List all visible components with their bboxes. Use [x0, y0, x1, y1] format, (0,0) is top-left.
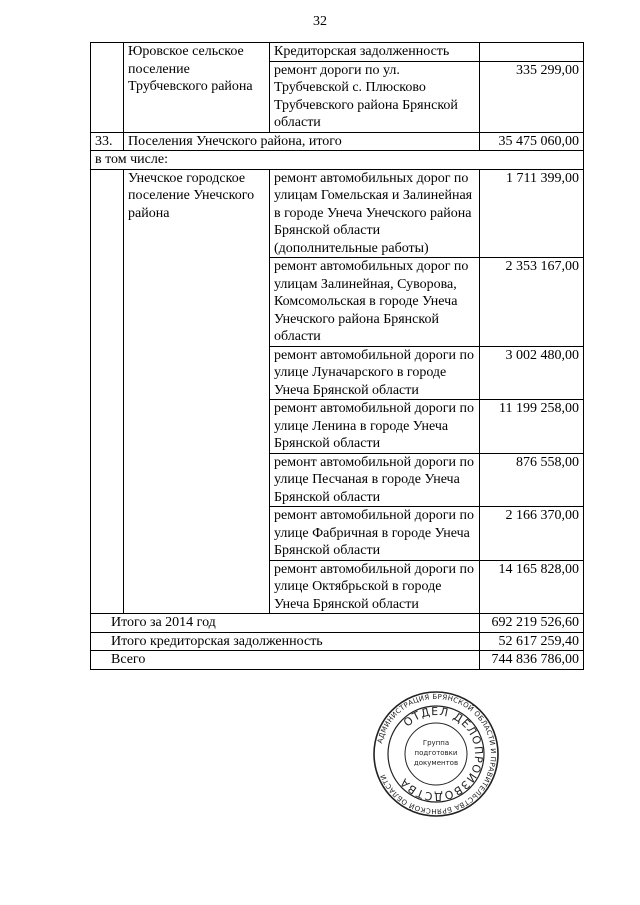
- description-cell: ремонт автомобильной дороги по улице Ленина в городе Унеча Брянской области: [270, 400, 480, 454]
- amount-cell: 14 165 828,00: [480, 560, 584, 614]
- amount-cell: 3 002 480,00: [480, 346, 584, 400]
- stamp-outer-text: АДМИНИСТРАЦИЯ БРЯНСКОЙ ОБЛАСТИ И ПРАВИТЕЛЬСТВА БРЯНСКОЙ ОБЛАСТИ: [376, 692, 498, 816]
- table-row: [91, 43, 584, 62]
- description-cell: ремонт дороги по ул. Трубчевской с. Плюсково Трубчевского района Брянской области: [270, 61, 480, 132]
- total-label: Итого кредиторская задолженность: [91, 632, 480, 651]
- total-label: Всего: [91, 651, 480, 670]
- total-amount: 52 617 259,40: [480, 632, 584, 651]
- stamp-center-line: подготовки: [414, 749, 458, 757]
- section-total: 35 475 060,00: [480, 132, 584, 151]
- stamp-center-line: Группа: [422, 739, 450, 747]
- amount-cell: 1 711 399,00: [480, 169, 584, 258]
- description-cell: Кредиторская задолженность: [270, 43, 480, 62]
- budget-table: [90, 42, 584, 670]
- amount-cell: 2 353 167,00: [480, 258, 584, 347]
- section-total-row: [91, 132, 584, 151]
- number-cell: [91, 43, 124, 133]
- section-number: 33.: [91, 132, 124, 151]
- total-row: [91, 651, 584, 670]
- stamp-middle-text: ОТДЕЛ ДЕЛОПРОИЗВОДСТВА: [397, 704, 486, 804]
- table-row: [91, 169, 584, 258]
- amount-cell: [480, 43, 584, 62]
- description-cell: ремонт автомобильных дорог по улицам Залинейная, Суворова, Комсомольская в городе Унеча Унечского района Брянской области: [270, 258, 480, 347]
- settlement-cell: Унечское городское поселение Унечского района: [124, 169, 270, 614]
- description-cell: ремонт автомобильной дороги по улице Песчаная в городе Унеча Брянской области: [270, 453, 480, 507]
- total-row: [91, 614, 584, 633]
- stamp-center-line: документов: [413, 759, 459, 767]
- description-cell: ремонт автомобильной дороги по улице Октябрьской в городе Унеча Брянской области: [270, 560, 480, 614]
- amount-cell: 876 558,00: [480, 453, 584, 507]
- description-cell: ремонт автомобильной дороги по улице Луначарского в городе Унеча Брянской области: [270, 346, 480, 400]
- description-cell: ремонт автомобильных дорог по улицам Гомельская и Залинейная в городе Унеча Унечского района Брянской области (дополнительные работы): [270, 169, 480, 258]
- total-amount: 692 219 526,60: [480, 614, 584, 633]
- total-row: [91, 632, 584, 651]
- total-label: Итого за 2014 год: [91, 614, 480, 633]
- office-stamp: [372, 690, 500, 818]
- page-number: 32: [313, 14, 327, 29]
- amount-cell: 11 199 258,00: [480, 400, 584, 454]
- amount-cell: 335 299,00: [480, 61, 584, 132]
- amount-cell: 2 166 370,00: [480, 507, 584, 561]
- description-cell: ремонт автомобильной дороги по улице Фабричная в городе Унеча Брянской области: [270, 507, 480, 561]
- in-which-label: в том числе:: [91, 151, 584, 170]
- stamp-seal-icon: [372, 690, 500, 818]
- section-title: Поселения Унечского района, итого: [124, 132, 480, 151]
- settlement-cell: Юровское сельское поселение Трубчевского района: [124, 43, 270, 133]
- in-which-row: [91, 151, 584, 170]
- total-amount: 744 836 786,00: [480, 651, 584, 670]
- number-cell: [91, 169, 124, 614]
